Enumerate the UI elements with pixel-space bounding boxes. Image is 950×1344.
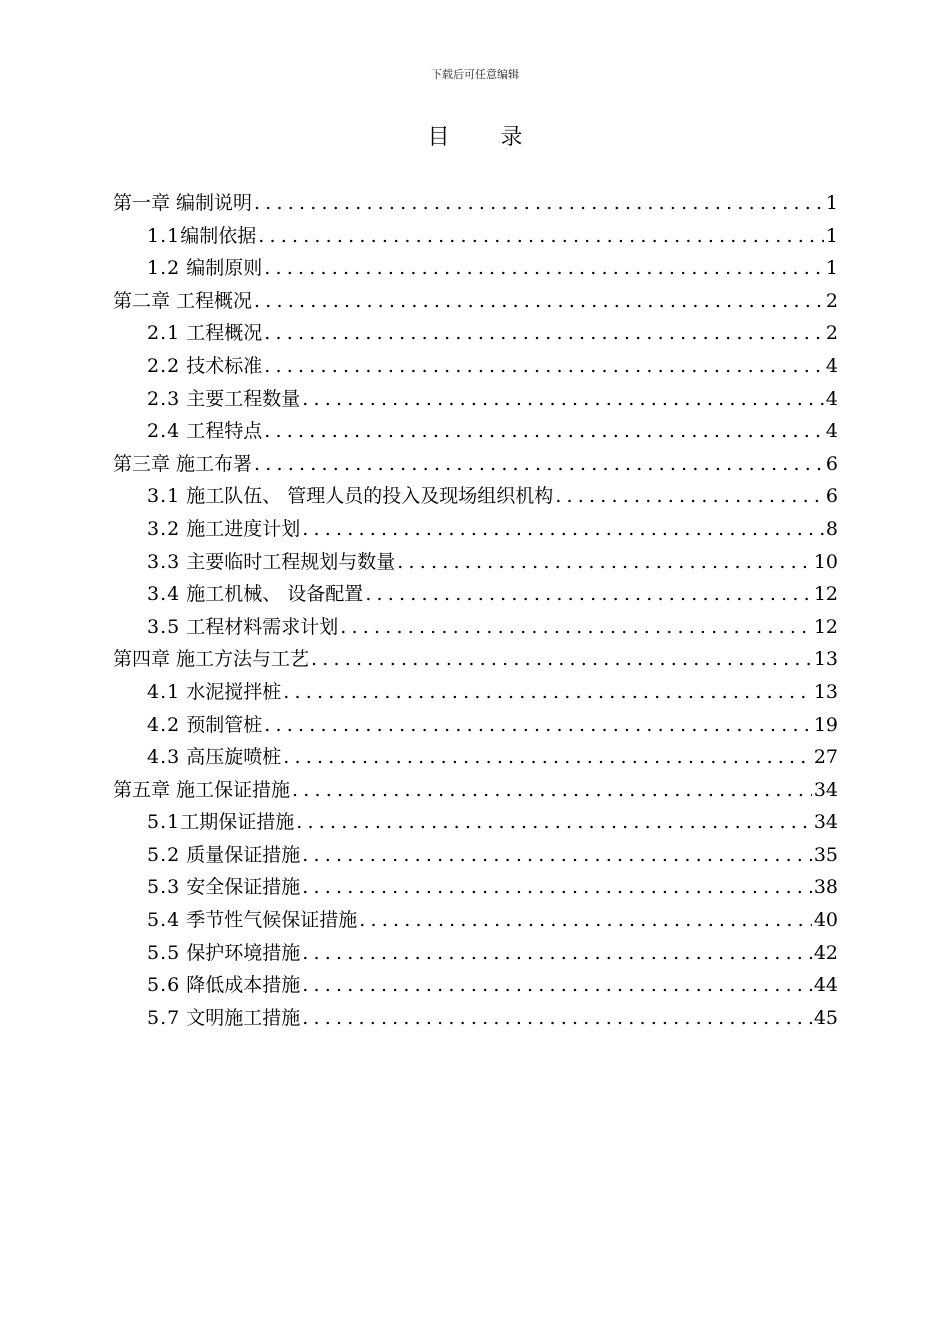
page-title: 目 录 [427, 125, 545, 150]
toc-entry-text: 高压旋喷桩 [180, 746, 282, 769]
toc-entry-text: 第五章 施工保证措施 [113, 778, 291, 801]
toc-entry-number: 4.1 [147, 680, 181, 703]
toc-entry-number: 3.4 [147, 583, 181, 606]
toc-entry[interactable] [113, 415, 838, 448]
toc-entry-text: 工程材料需求计划 [180, 615, 339, 638]
toc-page-number: 34 [813, 811, 838, 834]
toc-dot-leader [252, 187, 824, 220]
toc-entry-label [147, 839, 300, 872]
toc-entry-number: 2.4 [147, 420, 181, 443]
toc-entry[interactable] [113, 904, 838, 937]
toc-dot-leader [252, 285, 824, 318]
toc-entry-label [147, 611, 338, 644]
toc-page-number: 34 [813, 778, 838, 801]
toc-page-number: 8 [825, 517, 838, 540]
toc-entry-text: 编制依据 [180, 224, 257, 247]
toc-dot-leader [363, 578, 812, 611]
toc-entry-label [113, 448, 252, 481]
toc-entry-number: 5.4 [147, 909, 181, 932]
toc-entry-number: 4.3 [147, 746, 181, 769]
toc-entry[interactable] [113, 317, 838, 350]
toc-page-number: 12 [813, 615, 838, 638]
toc-page-number: 42 [813, 941, 838, 964]
toc-dot-leader [294, 806, 812, 839]
toc-entry-label [147, 480, 553, 513]
toc-dot-leader [300, 513, 824, 546]
toc-dot-leader [357, 904, 812, 937]
toc-dot-leader [262, 415, 824, 448]
toc-entry-number: 5.7 [147, 1006, 181, 1029]
toc-entry-number: 5.3 [147, 876, 181, 899]
toc-entry[interactable] [113, 252, 838, 285]
toc-entry-label [147, 513, 300, 546]
toc-dot-leader [309, 643, 812, 676]
toc-entry-number: 5.2 [147, 843, 181, 866]
toc-dot-leader [300, 937, 812, 970]
toc-entry-text: 第一章 编制说明 [113, 192, 253, 214]
toc-entry-label [147, 871, 300, 904]
toc-dot-leader [262, 252, 824, 285]
toc-entry-label [147, 220, 256, 253]
toc-entry[interactable] [113, 350, 838, 383]
toc-entry[interactable] [113, 383, 838, 416]
toc-entry-number: 5.6 [147, 974, 181, 997]
toc-page-number: 12 [813, 583, 838, 606]
toc-entry[interactable] [113, 643, 838, 676]
toc-page-number: 1 [825, 192, 838, 214]
toc-dot-leader [262, 709, 812, 742]
toc-entry-number: 2.1 [147, 322, 181, 345]
toc-entry-text: 主要工程数量 [180, 387, 301, 410]
toc-dot-leader [300, 383, 824, 416]
toc-entry-number: 3.2 [147, 517, 181, 540]
toc-entry-label [147, 546, 395, 579]
toc-page-number: 1 [825, 224, 838, 247]
toc-dot-leader [553, 480, 824, 513]
toc-entry-label [147, 969, 300, 1002]
toc-dot-leader [300, 1002, 812, 1035]
toc-entry-text: 施工机械、 设备配置 [180, 583, 364, 606]
toc-entry[interactable] [113, 513, 838, 546]
toc-entry-label [147, 350, 262, 383]
toc-entry-text: 降低成本措施 [180, 974, 301, 997]
toc-page-number: 6 [825, 485, 838, 508]
toc-entry-text: 施工进度计划 [180, 517, 301, 540]
header-note: 下载后可任意编辑 [431, 68, 519, 81]
toc-entry-number: 5.5 [147, 941, 181, 964]
toc-entry-text: 工程特点 [180, 420, 263, 443]
toc-entry[interactable] [113, 578, 838, 611]
toc-entry-label [147, 252, 262, 285]
toc-entry-label [147, 806, 294, 839]
toc-entry-text: 文明施工措施 [180, 1006, 301, 1029]
toc-entry-text: 编制原则 [180, 257, 263, 280]
toc-entry-number: 5.1 [147, 811, 181, 834]
toc-page-number: 27 [813, 746, 838, 769]
toc-entry-number: 1.2 [147, 257, 181, 280]
toc-entry[interactable] [113, 741, 838, 774]
toc-entry-text: 保护环境措施 [180, 941, 301, 964]
toc-page-number: 13 [813, 680, 838, 703]
toc-dot-leader [300, 871, 812, 904]
toc-entry-text: 第二章 工程概况 [113, 289, 253, 312]
toc-page-number: 10 [813, 550, 838, 573]
toc-entry[interactable] [113, 676, 838, 709]
toc-page-number: 44 [813, 974, 838, 997]
toc-entry[interactable] [113, 871, 838, 904]
toc-entry[interactable] [113, 709, 838, 742]
toc-entry[interactable] [113, 969, 838, 1002]
toc-entry-number: 3.5 [147, 615, 181, 638]
toc-entry[interactable] [113, 937, 838, 970]
toc-page-number: 6 [825, 452, 838, 475]
toc-entry-number: 2.3 [147, 387, 181, 410]
toc-entry-label [147, 1002, 300, 1035]
toc-entry-text: 第三章 施工布署 [113, 452, 253, 475]
toc-entry-label [113, 643, 309, 676]
toc-entry-label [147, 676, 281, 709]
toc-entry-text: 安全保证措施 [180, 876, 301, 899]
toc-page-number: 45 [813, 1006, 838, 1029]
toc-dot-leader [338, 611, 812, 644]
toc-entry-label [147, 937, 300, 970]
toc-entry[interactable] [113, 285, 838, 318]
toc-page-number: 35 [813, 843, 838, 866]
toc-entry[interactable] [113, 611, 838, 644]
toc-entry-label [113, 285, 252, 318]
toc-page-number: 40 [813, 909, 838, 932]
toc-dot-leader [300, 839, 812, 872]
toc-dot-leader [281, 676, 812, 709]
toc-page-number: 38 [813, 876, 838, 899]
toc-page-number: 19 [813, 713, 838, 736]
toc-dot-leader [281, 741, 812, 774]
toc-entry[interactable] [113, 546, 838, 579]
toc-entry[interactable] [113, 1002, 838, 1035]
table-of-contents [113, 187, 838, 1034]
toc-page-number: 4 [825, 420, 838, 443]
toc-page-number: 13 [813, 648, 838, 671]
toc-entry-text: 工程概况 [180, 322, 263, 345]
toc-page-number: 2 [825, 322, 838, 345]
toc-dot-leader [256, 220, 824, 253]
toc-entry-text: 预制管桩 [180, 713, 263, 736]
toc-entry-label [147, 317, 262, 350]
toc-entry[interactable] [113, 806, 838, 839]
toc-entry-label [113, 187, 252, 220]
toc-page-number: 1 [825, 257, 838, 280]
toc-entry[interactable] [113, 480, 838, 513]
toc-entry-label [147, 578, 363, 611]
toc-entry-number: 4.2 [147, 713, 181, 736]
toc-dot-leader [252, 448, 824, 481]
toc-entry-number: 3.1 [147, 485, 181, 508]
toc-page-number: 4 [825, 354, 838, 377]
toc-page-number: 2 [825, 289, 838, 312]
toc-entry[interactable] [113, 220, 838, 253]
toc-entry-text: 工期保证措施 [180, 811, 295, 834]
toc-dot-leader [262, 350, 824, 383]
toc-entry-label [147, 741, 281, 774]
toc-entry-number: 2.2 [147, 354, 181, 377]
toc-entry[interactable] [113, 187, 838, 220]
toc-entry-text: 施工队伍、 管理人员的投入及现场组织机构 [180, 485, 554, 508]
toc-entry-number: 3.3 [147, 550, 181, 573]
toc-entry-text: 技术标准 [180, 354, 263, 377]
toc-entry-label [113, 774, 290, 807]
toc-entry[interactable] [113, 839, 838, 872]
toc-dot-leader [395, 546, 812, 579]
toc-entry[interactable] [113, 448, 838, 481]
toc-dot-leader [290, 774, 812, 807]
toc-entry-label [147, 415, 262, 448]
toc-entry-label [147, 904, 357, 937]
toc-entry-text: 主要临时工程规划与数量 [180, 550, 396, 573]
toc-page-number: 4 [825, 387, 838, 410]
toc-entry[interactable] [113, 774, 838, 807]
toc-entry-text: 水泥搅拌桩 [180, 680, 282, 703]
toc-entry-label [147, 383, 300, 416]
toc-entry-text: 季节性气候保证措施 [180, 909, 358, 932]
toc-dot-leader [300, 969, 812, 1002]
toc-entry-text: 第四章 施工方法与工艺 [113, 648, 310, 671]
toc-entry-text: 质量保证措施 [180, 843, 301, 866]
toc-entry-label [147, 709, 262, 742]
toc-entry-number: 1.1 [147, 224, 181, 247]
toc-dot-leader [262, 317, 824, 350]
